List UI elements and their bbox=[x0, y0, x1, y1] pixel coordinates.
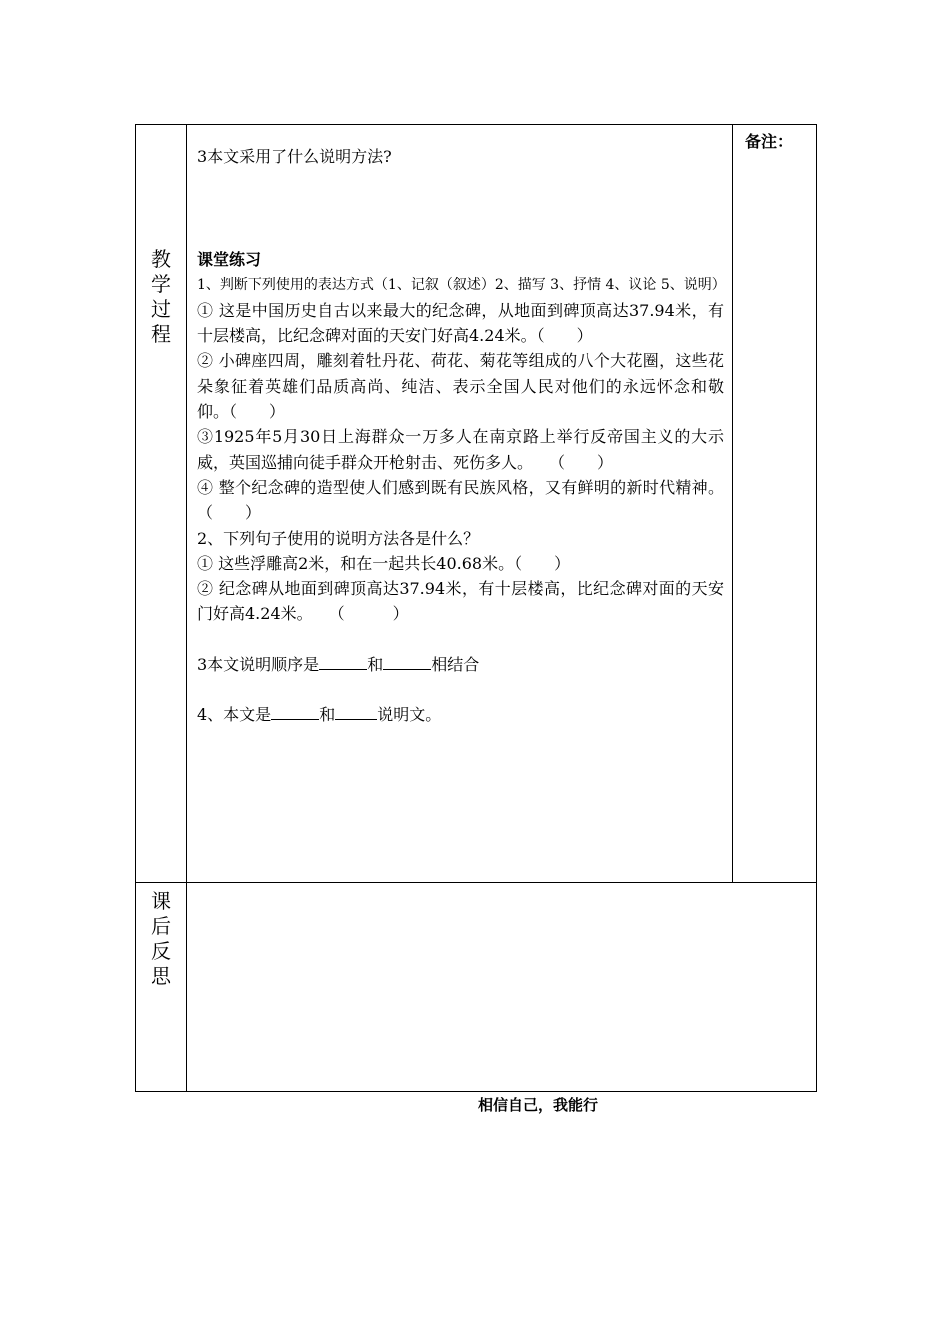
process-content bbox=[187, 125, 732, 727]
reflection-label-cell bbox=[136, 883, 187, 1092]
question-type-prefix: 4、本文是 bbox=[197, 705, 272, 725]
exercise-1-prompt: 1、判断下列使用的表达方式（1、记叙（叙述）2、描写 3、抒情 4、议论 5、说明） bbox=[197, 276, 726, 293]
question-type-suffix: 说明文。 bbox=[377, 705, 442, 725]
process-content-cell bbox=[187, 125, 733, 883]
fill-blank bbox=[319, 654, 367, 670]
exercise-2-item: ① 这些浮雕高2米，和在一起共长40.68米。（ ） bbox=[197, 553, 571, 573]
question-type bbox=[197, 702, 724, 727]
fill-blank bbox=[335, 704, 377, 720]
note-cell bbox=[733, 125, 817, 883]
question-method: 3本文采用了什么说明方法? bbox=[197, 147, 392, 166]
question-order bbox=[197, 652, 724, 677]
exercise-2-item: ② 纪念碑从地面到碑顶高达37.94米，有十层楼高，比纪念碑对面的天安门好高4.24米。 （ ） bbox=[197, 579, 724, 624]
practice-title: 课堂练习 bbox=[197, 250, 262, 270]
reflection-content-cell bbox=[187, 883, 817, 1092]
note-title: 备注： bbox=[745, 132, 794, 151]
exercise-2-prompt: 2、下列句子使用的说明方法各是什么？ bbox=[197, 528, 480, 548]
reflection-label: 课 后 反 思 bbox=[151, 889, 171, 988]
exercise-1-item: ④ 整个纪念碑的造型使人们感到既有民族风格，又有鲜明的新时代精神。（ ） bbox=[197, 477, 724, 523]
fill-blank bbox=[383, 654, 431, 670]
exercise-1-item: ① 这是中国历史自古以来最大的纪念碑，从地面到碑顶高达37.94米，有十层楼高，比纪念碑对面的天安门好高4.24米。（ ） bbox=[197, 300, 724, 346]
question-order-suffix: 相结合 bbox=[431, 654, 480, 674]
question-order-middle: 和 bbox=[367, 654, 384, 674]
exercise-1-item: ② 小碑座四周，雕刻着牡丹花、荷花、菊花等组成的八个大花圈，这些花朵象征着英雄们品质高尚、纯洁、表示全国人民对他们的永远怀念和敬仰。（ ） bbox=[197, 351, 724, 422]
fill-blank bbox=[271, 704, 319, 720]
lesson-plan-table bbox=[135, 124, 817, 1092]
process-label: 教 学 过 程 bbox=[151, 247, 171, 346]
footer-motto: 相信自己，我能行 bbox=[478, 1096, 599, 1114]
question-order-prefix: 3本文说明顺序是 bbox=[197, 654, 320, 674]
process-label-cell bbox=[136, 125, 187, 883]
exercise-1-item: ③1925年5月30日上海群众一万多人在南京路上举行反帝国主义的大示威，英国巡捕向徒手群众开枪射击、死伤多人。 （ ） bbox=[197, 427, 724, 472]
question-type-middle: 和 bbox=[319, 705, 336, 725]
